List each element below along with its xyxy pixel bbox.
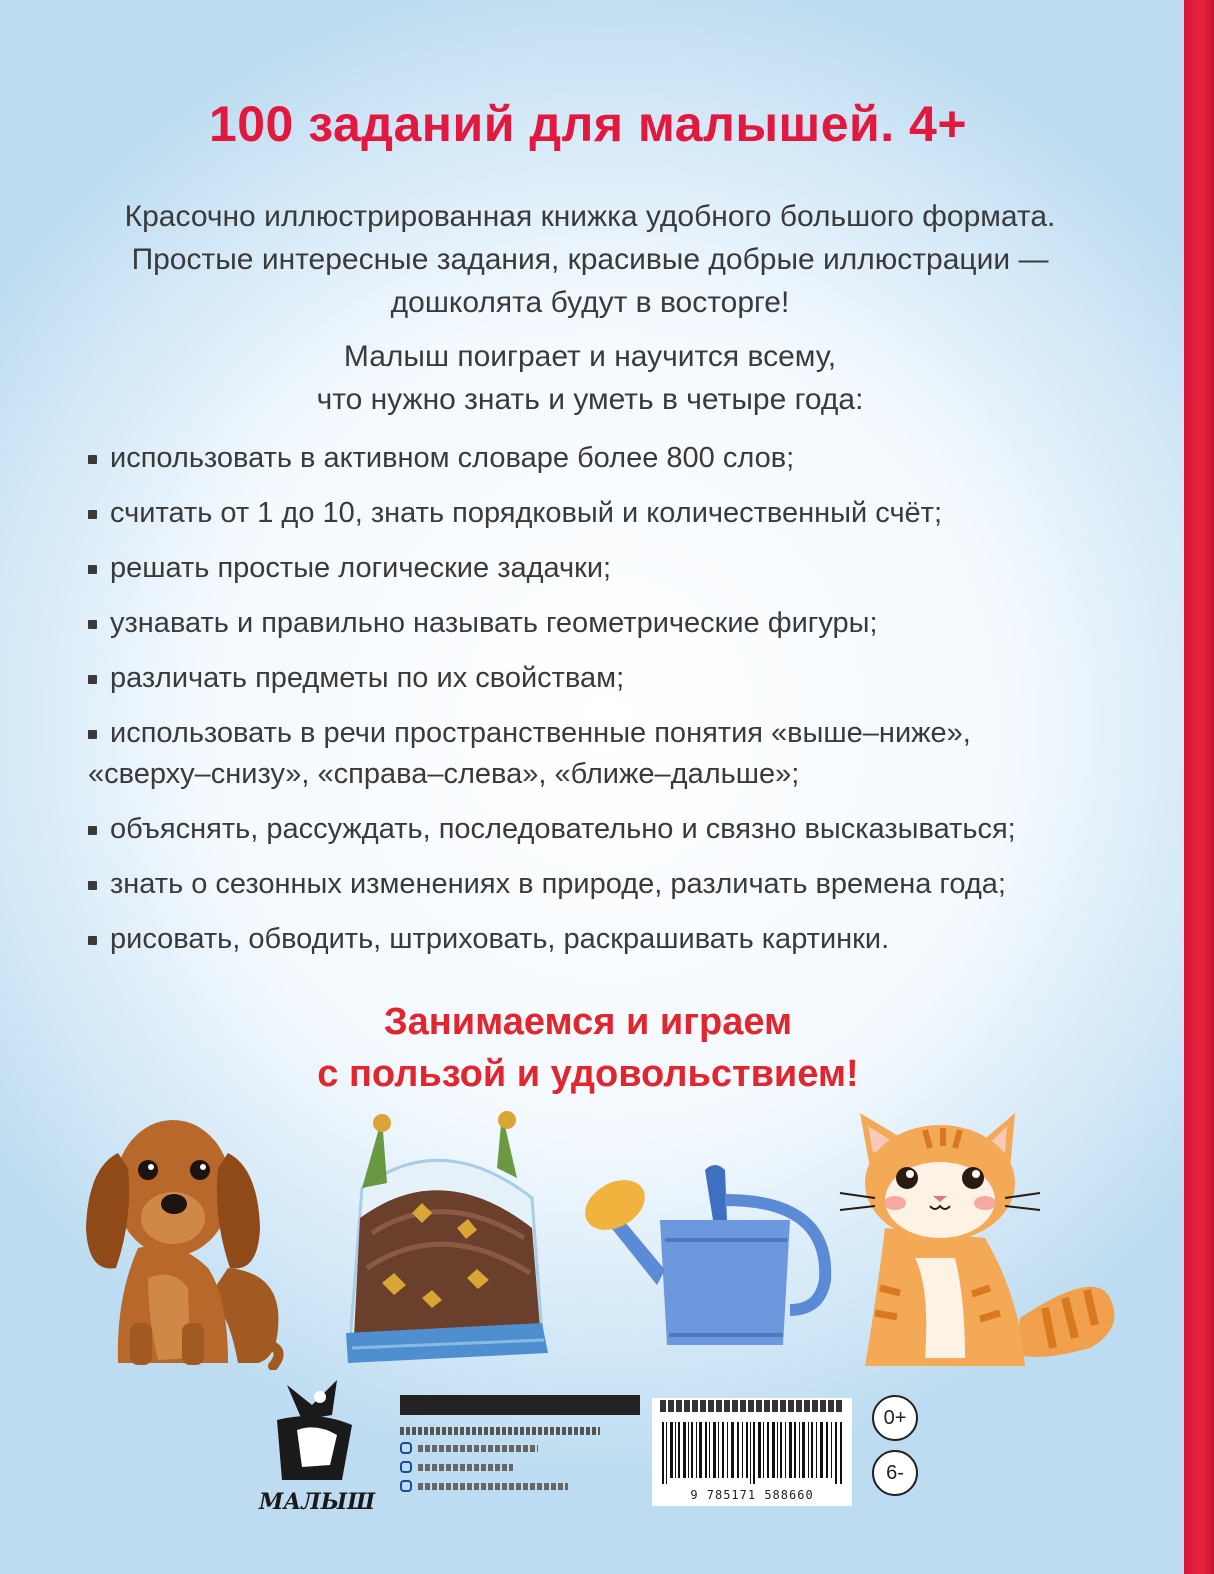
slogan-line: с пользой и удовольствием! [317,1053,859,1095]
intro-line: Простые интересные задания, красивые добрые иллюстрации — [131,243,1049,276]
age-rating-badge: 0+ [872,1395,918,1441]
intro-line: дошколята будут в восторге! [390,286,790,319]
social-text [418,1483,568,1490]
book-title: 100 заданий для малышей. 4+ [208,96,968,152]
social-row [400,1461,640,1473]
list-item: знать о сезонных изменениях в природе, различать времена года; [88,864,1168,905]
garden-bed-greenhouse-icon [342,1108,552,1370]
social-icon [400,1442,412,1454]
publisher-name: МАЛЫШ [258,1489,376,1515]
list-item: использовать в активном словаре более 800 слов; [88,438,1168,479]
slogan [0,996,1176,1100]
intro-line: Красочно иллюстрированная книжка удобного большого формата. [124,200,1056,233]
social-text [418,1445,538,1452]
list-item: различать предметы по их свойствам; [88,658,1168,699]
barcode-header [660,1400,844,1412]
list-item: использовать в речи пространственные понятия «выше–ниже», [88,713,1168,754]
social-row [400,1480,640,1492]
barcode-icon [660,1422,844,1484]
info-line [400,1427,600,1435]
list-item: считать от 1 до 10, знать порядковый и количественный счёт; [88,493,1168,534]
publisher-logo-icon [242,1375,392,1485]
list-item: рисовать, обводить, штриховать, раскрашивать картинки. [88,919,1168,960]
slogan-line: Занимаемся и играем [383,1001,793,1043]
list-item: решать простые логические задачки; [88,548,1168,589]
barcode-number: 9 785171 588660 [690,1488,814,1502]
publisher-logo [242,1375,392,1515]
social-icon [400,1480,412,1492]
publisher-info-block [400,1395,640,1492]
intro-line: Малыш поиграет и научится всему, [343,340,837,373]
intro-paragraph-2 [40,335,1140,421]
intro-paragraph [40,195,1140,324]
skills-list [88,438,1168,974]
list-item: объяснять, рассуждать, последовательно и связно высказываться; [88,809,1168,850]
social-row [400,1442,640,1454]
age-limit-badge: 6- [872,1450,918,1496]
book-spine-edge [1184,0,1214,1574]
dachshund-puppy-icon [78,1108,288,1370]
list-item: узнавать и правильно называть геометрические фигуры; [88,603,1168,644]
list-item-continuation: «сверху–снизу», «справа–слева», «ближе–дальше»; [88,758,800,790]
social-icon [400,1461,412,1473]
watering-can-icon [585,1160,835,1350]
info-bar [400,1395,640,1415]
social-text [418,1464,513,1471]
intro-line: что нужно знать и уметь в четыре года: [316,383,864,416]
barcode [652,1398,852,1506]
ginger-cat-icon [835,1108,1125,1373]
